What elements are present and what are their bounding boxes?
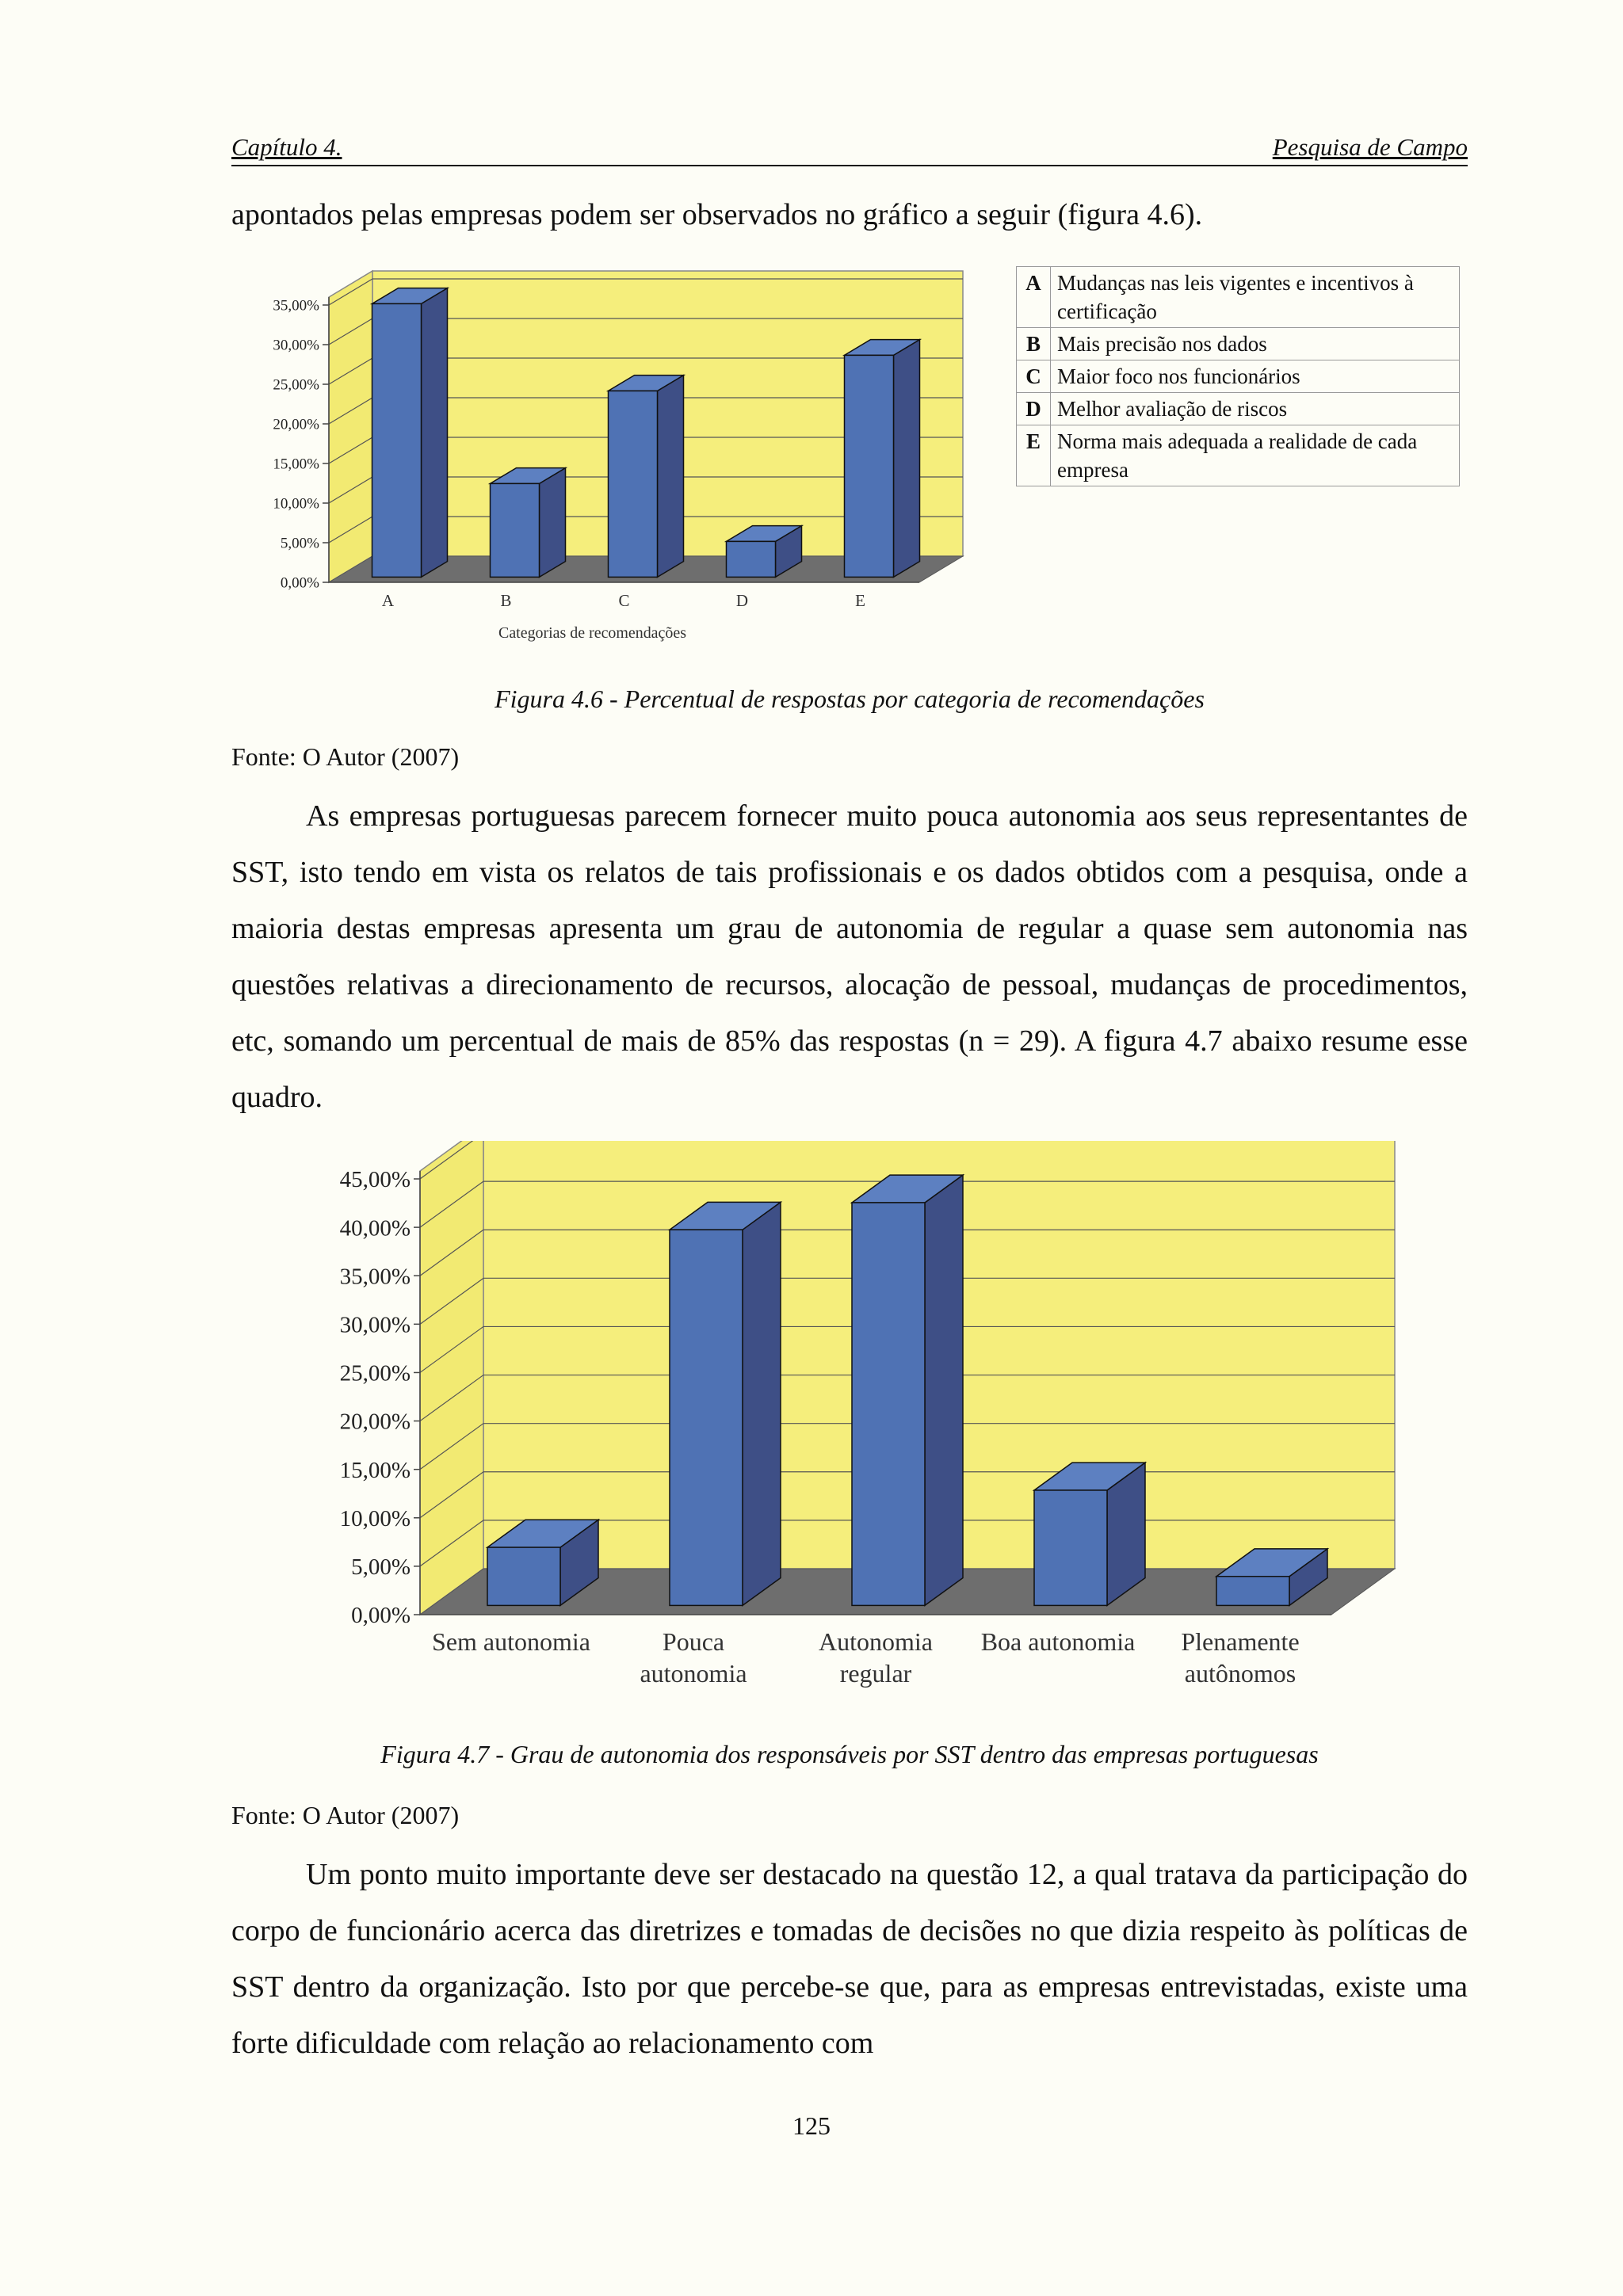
bar xyxy=(491,483,540,577)
y-tick-label: 35,00% xyxy=(273,297,319,315)
side-wall xyxy=(329,271,372,582)
paragraph-autonomy xyxy=(231,788,1468,1126)
bar xyxy=(487,1547,560,1605)
bar xyxy=(1216,1577,1289,1606)
legend-key: E xyxy=(1017,425,1051,486)
legend-text: Mais precisão nos dados xyxy=(1051,328,1460,360)
x-tick-label: C xyxy=(618,591,630,610)
x-tick-label: D xyxy=(735,591,749,610)
x-tick-label: autônomos xyxy=(1184,1659,1296,1688)
chapter-label: Capítulo 4. xyxy=(231,133,342,161)
x-tick-label: B xyxy=(500,591,512,610)
bar xyxy=(845,355,894,577)
y-tick-label: 35,00% xyxy=(339,1264,411,1290)
figure-4-6-caption: Figura 4.6 - Percentual de respostas por categoria de recomendações xyxy=(495,685,1205,713)
y-tick-label: 0,00% xyxy=(280,574,319,592)
running-header xyxy=(231,133,1468,166)
y-tick-label: 15,00% xyxy=(273,456,319,473)
paragraph-participation-text: Um ponto muito importante deve ser destacado na questão 12, a qual tratava da participação do corpo de funcionário acerca das diretrizes e tomadas de decisões no que dizia respeito às políticas de SST dentro da organização. Isto por que percebe-se que, para as empresas entrevistadas, existe uma forte dificuldade com relação ao relacionamento com xyxy=(231,1858,1468,2060)
x-axis-title: Categorias de recomendações xyxy=(498,624,686,642)
paragraph-autonomy-text: As empresas portuguesas parecem fornecer muito pouca autonomia aos seus representantes de SST, isto tendo em vista os relatos de tais profissionais e os dados obtidos com a pesquisa, onde a maioria destas empresas apresenta um grau de autonomia de regular a quase sem autonomia nas questões relativas a direcionamento de recursos, alocação de pessoal, mudanças de procedimentos, etc, somando um percentual de mais de 85% das respostas (n = 29). A figura 4.7 abaixo resume esse quadro. xyxy=(231,799,1468,1114)
chart-recommendations xyxy=(238,261,999,658)
y-tick-label: 30,00% xyxy=(273,337,319,354)
category-legend xyxy=(1016,266,1460,486)
legend-text: Maior foco nos funcionários xyxy=(1051,360,1460,393)
x-tick-label: autonomia xyxy=(640,1659,747,1688)
x-tick-label: E xyxy=(855,591,865,610)
bar xyxy=(852,1203,925,1605)
legend-text: Melhor avaliação de riscos xyxy=(1051,393,1460,425)
legend-key: A xyxy=(1017,267,1051,328)
bar-side xyxy=(743,1202,781,1605)
y-tick-label: 0,00% xyxy=(351,1603,411,1629)
x-tick-label: A xyxy=(381,591,395,610)
legend-row xyxy=(1017,328,1460,360)
y-tick-label: 40,00% xyxy=(339,1215,411,1241)
y-tick-label: 10,00% xyxy=(339,1505,411,1531)
y-tick-label: 25,00% xyxy=(339,1360,411,1386)
bar xyxy=(670,1230,743,1605)
y-tick-label: 15,00% xyxy=(339,1457,411,1483)
x-tick-label: Boa autonomia xyxy=(980,1627,1136,1656)
y-tick-label: 45,00% xyxy=(339,1167,411,1193)
legend-key: D xyxy=(1017,393,1051,425)
legend-text: Norma mais adequada a realidade de cada empresa xyxy=(1051,425,1460,486)
bar xyxy=(609,391,658,577)
legend-text: Mudanças nas leis vigentes e incentivos à certificação xyxy=(1051,267,1460,328)
bar-side xyxy=(925,1175,963,1605)
legend-row xyxy=(1017,393,1460,425)
x-tick-label: Pouca xyxy=(662,1627,725,1656)
x-tick-label: regular xyxy=(839,1659,912,1688)
legend-row xyxy=(1017,360,1460,393)
bar-side xyxy=(422,288,448,578)
y-tick-label: 30,00% xyxy=(339,1312,411,1338)
bar xyxy=(372,303,422,577)
intro-line: apontados pelas empresas podem ser observados no gráfico a seguir (figura 4.6). xyxy=(231,198,1203,231)
bar xyxy=(727,541,776,577)
paragraph-participation xyxy=(231,1847,1468,2072)
x-tick-label: Autonomia xyxy=(819,1627,933,1656)
y-tick-label: 20,00% xyxy=(273,416,319,433)
figure-4-7-source: Fonte: O Autor (2007) xyxy=(231,1801,460,1829)
legend-key: B xyxy=(1017,328,1051,360)
figure-4-7-caption: Figura 4.7 - Grau de autonomia dos responsáveis por SST dentro das empresas portuguesas xyxy=(380,1740,1319,1768)
bar-side xyxy=(658,376,684,578)
y-tick-label: 5,00% xyxy=(351,1554,411,1581)
chart-autonomy xyxy=(309,1141,1403,1711)
y-tick-label: 20,00% xyxy=(339,1409,411,1435)
page-number: 125 xyxy=(792,2111,831,2140)
bar-side xyxy=(540,468,566,578)
bar xyxy=(1034,1490,1107,1605)
legend-row xyxy=(1017,267,1460,328)
legend-key: C xyxy=(1017,360,1051,393)
y-tick-label: 5,00% xyxy=(280,535,319,552)
y-tick-label: 10,00% xyxy=(273,495,319,513)
section-label: Pesquisa de Campo xyxy=(1272,133,1468,161)
bar-side xyxy=(894,340,920,578)
legend-row xyxy=(1017,425,1460,486)
figure-4-6-source: Fonte: O Autor (2007) xyxy=(231,742,460,771)
y-tick-label: 25,00% xyxy=(273,376,319,394)
x-tick-label: Sem autonomia xyxy=(432,1627,590,1656)
x-tick-label: Plenamente xyxy=(1181,1627,1300,1656)
